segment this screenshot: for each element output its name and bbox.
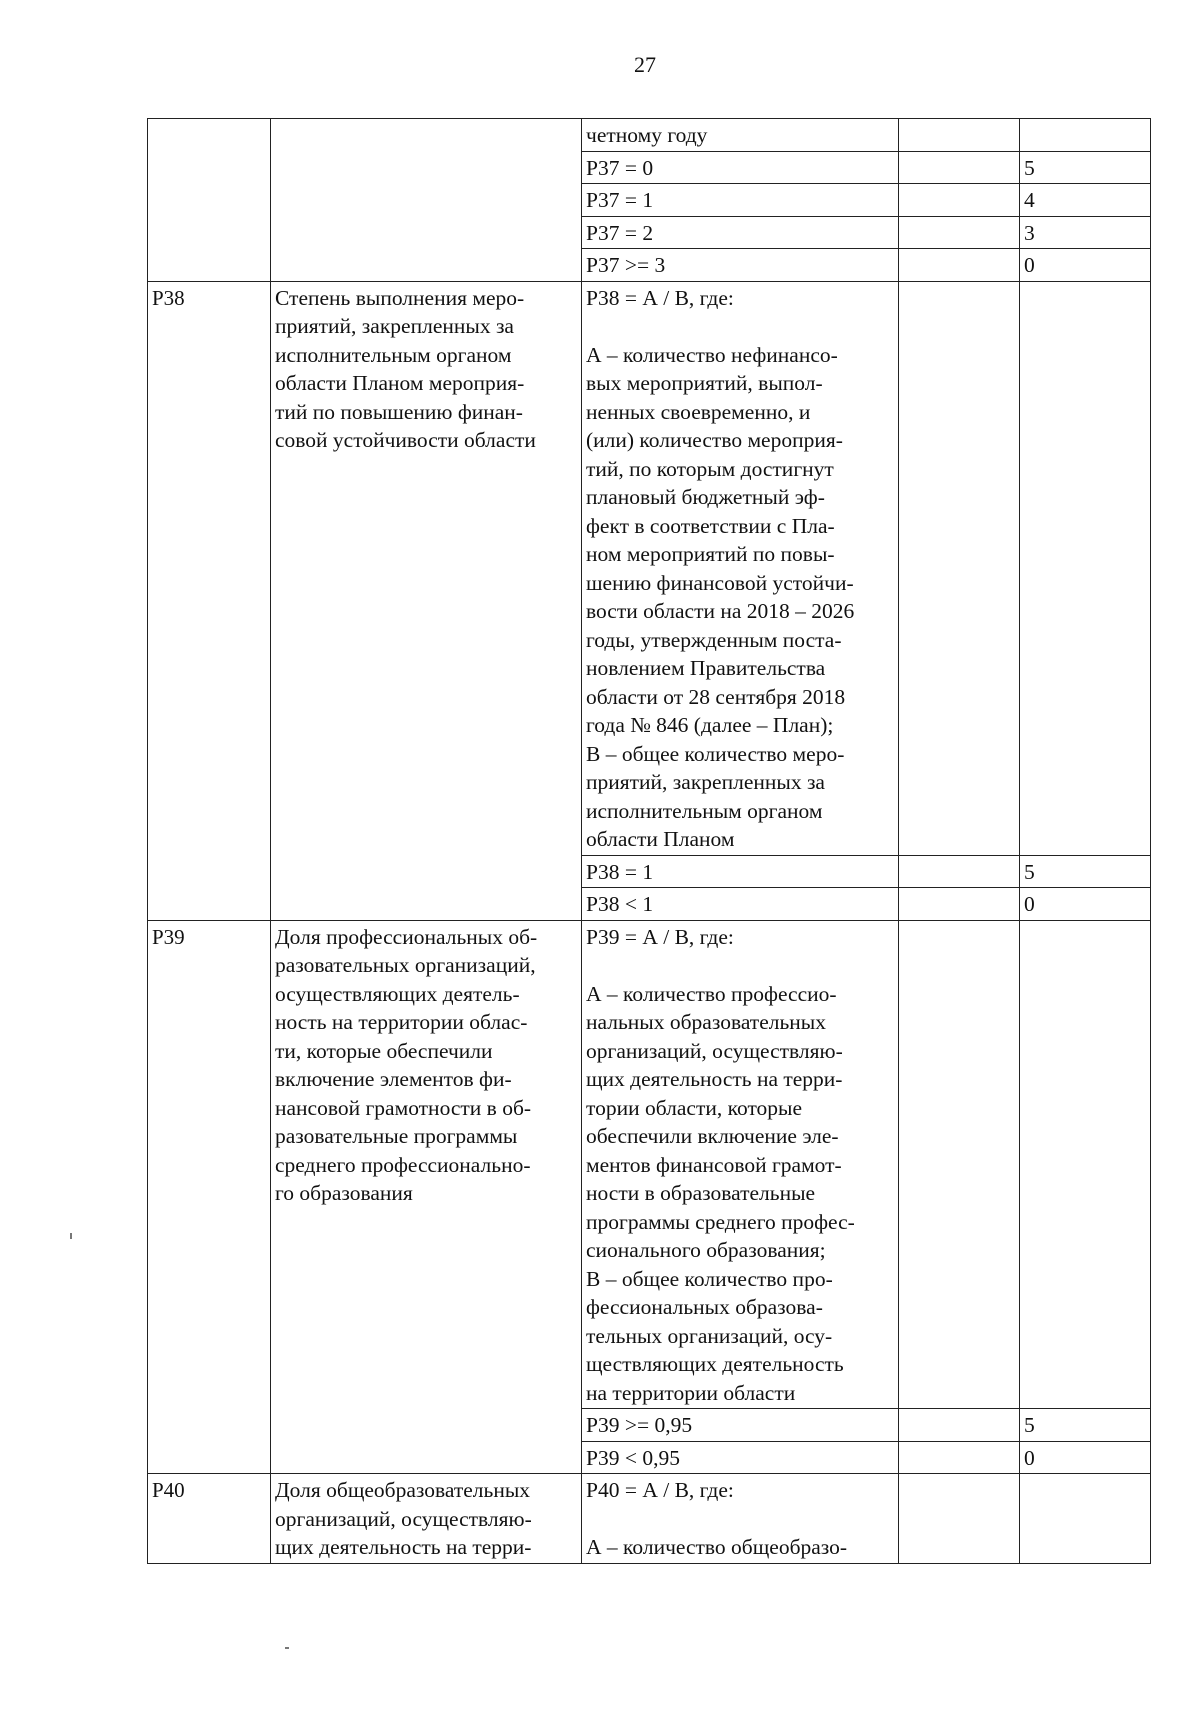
indicator-name-line: исполнительным органом <box>275 342 512 367</box>
empty-cell <box>899 216 1020 249</box>
score-cell <box>1020 1409 1151 1442</box>
indicator-code-cell <box>148 1474 271 1564</box>
formula-line: организаций, осуществляю- <box>586 1038 843 1063</box>
score-cell <box>1020 855 1151 888</box>
scan-speck <box>70 1233 72 1239</box>
formula-line: Р39 = А / В, где: <box>586 924 734 949</box>
indicator-name-cell <box>271 119 582 282</box>
formula-line: ном мероприятий по повы- <box>586 542 835 566</box>
formula-line: области от 28 сентября 2018 <box>586 684 846 709</box>
empty-cell <box>899 888 1020 921</box>
indicator-name-line: Степень выполнения меро- <box>275 285 525 310</box>
formula-line: фессиональных образова- <box>586 1295 823 1319</box>
formula-cell <box>582 855 899 888</box>
formula-line: ности в образовательные <box>586 1181 816 1205</box>
formula-line: Р38 < 1 <box>586 892 654 916</box>
score-value: 0 <box>1024 253 1035 277</box>
criteria-table <box>147 118 1151 1564</box>
indicator-name-cell <box>271 920 582 1474</box>
formula-line: ментов финансовой грамот- <box>586 1152 842 1177</box>
score-value: 5 <box>1024 155 1035 180</box>
formula-line: Р39 >= 0,95 <box>586 1413 693 1437</box>
formula-cell <box>582 249 899 282</box>
score-cell <box>1020 249 1151 282</box>
formula-line: В – общее количество меро- <box>586 741 845 766</box>
formula-line: Р38 = А / В, где: <box>586 285 734 310</box>
score-cell <box>1020 281 1151 855</box>
indicator-name-line: Доля общеобразовательных <box>275 1478 531 1502</box>
indicator-name-line: включение элементов фи- <box>275 1067 512 1091</box>
formula-cell <box>582 119 899 152</box>
empty-cell <box>899 281 1020 855</box>
score-cell <box>1020 216 1151 249</box>
score-value: 5 <box>1024 859 1035 884</box>
score-value: 0 <box>1024 892 1035 916</box>
table-row <box>148 281 1151 855</box>
empty-cell <box>899 1441 1020 1474</box>
formula-line: тий, по которым достигнут <box>586 456 834 481</box>
indicator-name-line: организаций, осуществляю- <box>275 1506 532 1531</box>
empty-cell <box>899 920 1020 1409</box>
indicator-name-line: ти, которые обеспечили <box>275 1038 493 1063</box>
formula-line: шению финансовой устойчи- <box>586 570 854 595</box>
indicator-code-cell <box>148 119 271 282</box>
formula-cell <box>582 1474 899 1564</box>
formula-line: фект в соответствии с Пла- <box>586 513 835 538</box>
formula-cell <box>582 281 899 855</box>
indicator-code-cell <box>148 920 271 1474</box>
indicator-name-line: области Планом мероприя- <box>275 371 525 395</box>
table-row <box>148 920 1151 1409</box>
formula-line: четному году <box>586 123 708 147</box>
formula-line: вых мероприятий, выпол- <box>586 371 823 395</box>
formula-line: исполнительным органом <box>586 798 823 823</box>
indicator-code-cell <box>148 281 271 920</box>
formula-line: тории области, которые <box>586 1095 803 1120</box>
score-value: 0 <box>1024 1445 1035 1470</box>
formula-line: плановый бюджетный эф- <box>586 485 825 509</box>
indicator-name-line: нансовой грамотности в об- <box>275 1095 532 1120</box>
formula-cell <box>582 1409 899 1442</box>
score-cell <box>1020 1474 1151 1564</box>
score-cell <box>1020 184 1151 217</box>
indicator-name-line: среднего профессионально- <box>275 1152 531 1177</box>
formula-line: новлением Правительства <box>586 656 826 680</box>
score-value: 3 <box>1024 220 1035 245</box>
formula-line: года № 846 (далее – План); <box>586 713 834 737</box>
formula-line: тельных организаций, осу- <box>586 1323 833 1348</box>
formula-line: годы, утвержденным поста- <box>586 627 842 652</box>
indicator-name-line: разовательные программы <box>275 1124 518 1148</box>
indicator-name-line: го образования <box>275 1181 413 1205</box>
formula-line: Р37 = 0 <box>586 155 654 180</box>
indicator-name-line: ность на территории облас- <box>275 1010 528 1034</box>
blank-line <box>586 1505 894 1534</box>
empty-cell <box>899 1409 1020 1442</box>
score-cell <box>1020 888 1151 921</box>
criteria-table-body <box>148 119 1151 1564</box>
page-number: 27 <box>634 52 656 77</box>
formula-cell <box>582 151 899 184</box>
formula-line: А – количество общеобразо- <box>586 1535 848 1559</box>
formula-line: ненных своевременно, и <box>586 399 811 424</box>
empty-cell <box>899 249 1020 282</box>
indicator-name-line: совой устойчивости области <box>275 428 536 452</box>
formula-line: вости области на 2018 – 2026 <box>586 599 855 623</box>
formula-line: (или) количество мероприя- <box>586 428 843 452</box>
formula-line: сионального образования; <box>586 1238 826 1262</box>
formula-cell <box>582 888 899 921</box>
table-row <box>148 1474 1151 1564</box>
formula-line: А – количество профессио- <box>586 981 837 1006</box>
empty-cell <box>899 855 1020 888</box>
indicator-name-line: Доля профессиональных об- <box>275 924 538 949</box>
indicator-name-line: разовательных организаций, <box>275 953 536 977</box>
score-cell <box>1020 1441 1151 1474</box>
formula-line: области Планом <box>586 827 735 851</box>
indicator-name-line: приятий, закрепленных за <box>275 314 514 338</box>
formula-cell <box>582 1441 899 1474</box>
formula-line: на территории области <box>586 1380 796 1405</box>
indicator-name-cell <box>271 1474 582 1564</box>
formula-line: щих деятельность на терри- <box>586 1067 843 1091</box>
indicator-code: Р40 <box>152 1478 185 1502</box>
formula-line: А – количество нефинансо- <box>586 342 838 367</box>
blank-line <box>586 312 894 341</box>
scan-speck <box>285 1647 289 1649</box>
formula-line: Р37 >= 3 <box>586 253 666 277</box>
indicator-code: Р38 <box>152 285 185 310</box>
formula-line: Р37 = 2 <box>586 220 654 245</box>
empty-cell <box>899 184 1020 217</box>
empty-cell <box>899 119 1020 152</box>
score-cell <box>1020 119 1151 152</box>
formula-line: Р37 = 1 <box>586 188 654 212</box>
table-row <box>148 119 1151 152</box>
indicator-name-line: осуществляющих деятель- <box>275 981 520 1006</box>
formula-line: Р39 < 0,95 <box>586 1445 680 1470</box>
indicator-name-cell <box>271 281 582 920</box>
indicator-name-line: тий по повышению финан- <box>275 399 523 424</box>
formula-line: приятий, закрепленных за <box>586 770 825 794</box>
formula-line: обеспечили включение эле- <box>586 1124 839 1148</box>
formula-line: ществляющих деятельность <box>586 1352 844 1376</box>
score-cell <box>1020 151 1151 184</box>
indicator-name-line: щих деятельность на терри- <box>275 1535 532 1559</box>
formula-cell <box>582 216 899 249</box>
score-value: 4 <box>1024 188 1035 212</box>
formula-line: Р40 = А / В, где: <box>586 1478 734 1502</box>
formula-cell <box>582 920 899 1409</box>
empty-cell <box>899 151 1020 184</box>
formula-line: нальных образовательных <box>586 1010 826 1034</box>
empty-cell <box>899 1474 1020 1564</box>
score-value: 5 <box>1024 1413 1035 1437</box>
formula-line: программы среднего профес- <box>586 1209 855 1234</box>
formula-line: Р38 = 1 <box>586 859 654 884</box>
formula-line: В – общее количество про- <box>586 1266 833 1291</box>
formula-cell <box>582 184 899 217</box>
blank-line <box>586 951 894 980</box>
score-cell <box>1020 920 1151 1409</box>
indicator-code: Р39 <box>152 924 185 949</box>
